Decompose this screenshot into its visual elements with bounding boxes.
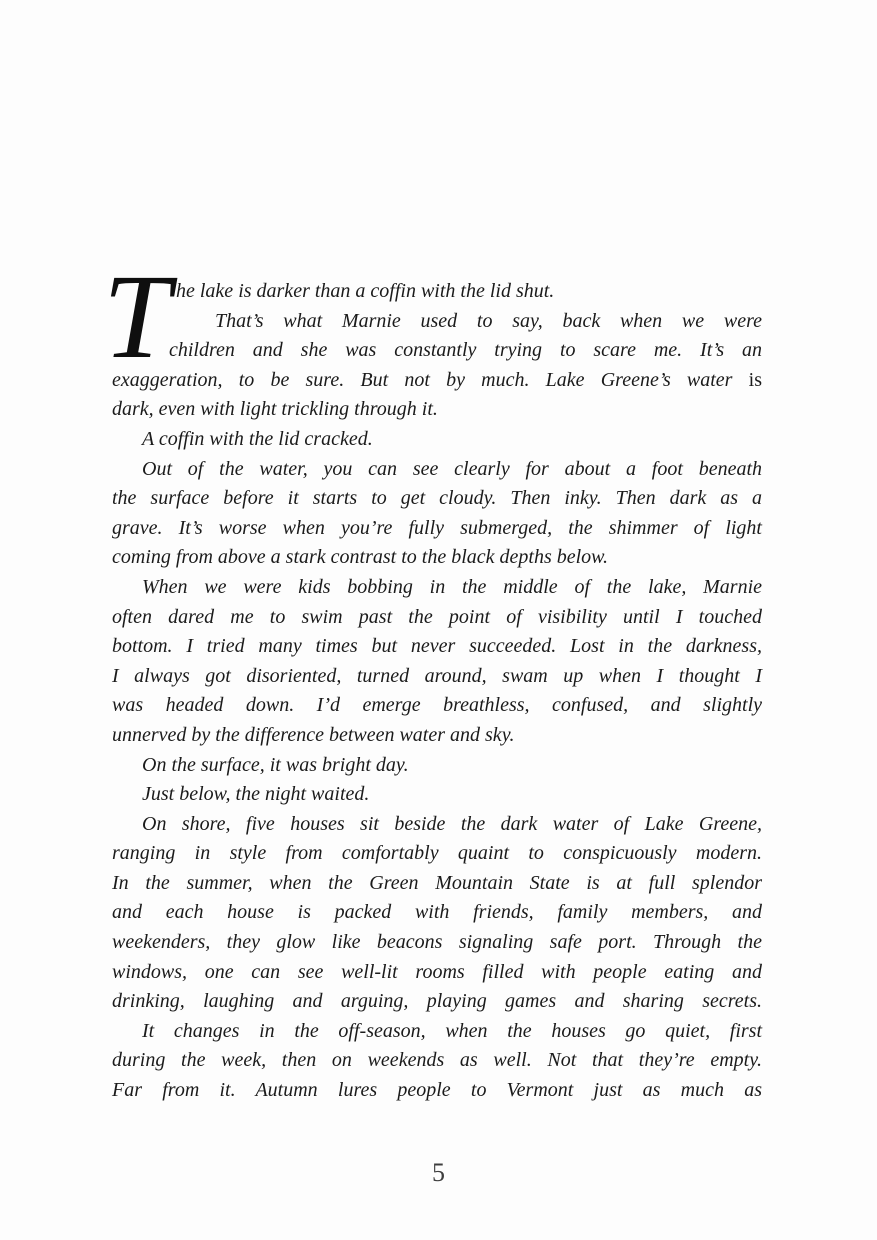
paragraph — [112, 277, 762, 307]
paragraph — [112, 307, 762, 425]
text-line: That’s what Marnie used to say, back when we were — [215, 309, 762, 332]
text-line: grave. It’s worse when you’re fully submerged, the shimmer of light — [112, 516, 762, 539]
paragraph — [112, 455, 762, 573]
paragraph — [112, 425, 762, 455]
text-line: Out of the water, you can see clearly for about a foot beneath — [142, 457, 762, 480]
text-line: and each house is packed with friends, family members, and — [112, 901, 762, 924]
text-line: Far from it. Autumn lures people to Vermont just as much as — [112, 1079, 762, 1102]
text-line: unnerved by the difference between water and sky. — [112, 723, 515, 746]
paragraph — [112, 751, 762, 781]
text-line: drinking, laughing and arguing, playing games and sharing secrets. — [112, 990, 762, 1013]
drop-cap-letter: T — [103, 250, 171, 384]
text-line: exaggeration, to be sure. But not by much. Lake Greene’s water is — [112, 368, 762, 391]
page-number: 5 — [432, 1158, 445, 1187]
text-line: Just below, the night waited. — [142, 783, 370, 806]
text-line: during the week, then on weekends as well. Not that they’re empty. — [112, 1049, 762, 1072]
text-line: was headed down. I’d emerge breathless, confused, and slightly — [112, 694, 762, 717]
text-line: I always got disoriented, turned around, swam up when I thought I — [112, 664, 762, 687]
text-line: often dared me to swim past the point of visibility until I touched — [112, 605, 762, 628]
text-line: coming from above a stark contrast to the black depths below. — [112, 546, 609, 569]
text-line: It changes in the off-season, when the houses go quiet, first — [142, 1019, 762, 1042]
body-text-container — [112, 277, 762, 1106]
text-line: On shore, five houses sit beside the dark water of Lake Greene, — [142, 812, 762, 835]
text-line: the surface before it starts to get cloudy. Then inky. Then dark as a — [112, 487, 762, 510]
paragraph — [112, 780, 762, 810]
paragraph — [112, 573, 762, 751]
text-line: weekenders, they glow like beacons signaling safe port. Through the — [112, 931, 762, 954]
text-line: windows, one can see well-lit rooms filled with people eating and — [112, 960, 762, 983]
text-line: In the summer, when the Green Mountain State is at full splendor — [112, 871, 762, 894]
paragraph — [112, 1017, 762, 1106]
text-line: ranging in style from comfortably quaint to conspicuously modern. — [112, 842, 762, 865]
paragraph — [112, 810, 762, 1017]
text-line: children and she was constantly trying to scare me. It’s an — [169, 339, 762, 362]
text-line: he lake is darker than a coffin with the lid shut. — [176, 280, 555, 302]
text-line: dark, even with light trickling through it. — [112, 398, 438, 421]
text-line: On the surface, it was bright day. — [142, 753, 409, 776]
text-line: When we were kids bobbing in the middle of the lake, Marnie — [142, 575, 762, 598]
text-line: A coffin with the lid cracked. — [142, 427, 373, 450]
text-line: bottom. I tried many times but never succeeded. Lost in the darkness, — [112, 635, 762, 658]
roman-emphasis: is — [748, 368, 762, 391]
